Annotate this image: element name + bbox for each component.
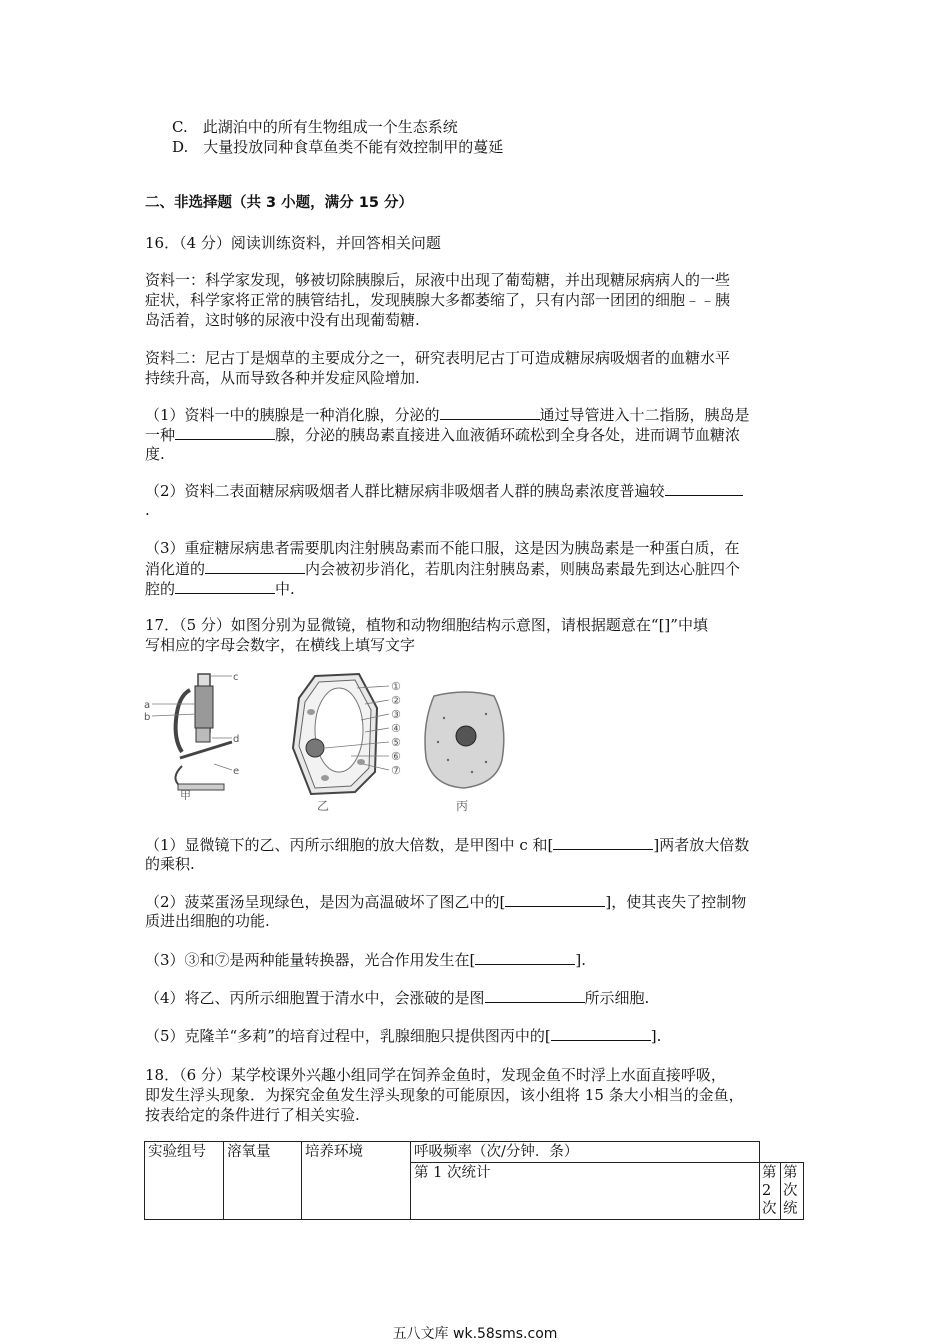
label-3: ③: [391, 708, 401, 721]
q17-sub3-text-a: （3）③和⑦是两种能量转换器，光合作用发生在[: [145, 951, 476, 969]
caption-jia: 甲: [180, 789, 191, 800]
q16-sub3-text-b: 消化道的: [145, 560, 206, 578]
label-b: b: [144, 712, 151, 723]
answer-blank[interactable]: [175, 578, 275, 594]
q17-sub4-text-b: 所示细胞.: [584, 989, 650, 1007]
q17-sub1-line1: [145, 834, 810, 855]
q16-sub1-line1: [145, 404, 810, 425]
section-heading: 二、非选择题（共 3 小题，满分 15 分）: [145, 195, 413, 211]
header-rate: 呼吸频率（次/分钟．条）: [411, 1142, 760, 1163]
answer-blank[interactable]: [553, 834, 653, 850]
q16-sub2-text-a: （2）资料二表面糖尿病吸烟者人群比糖尿病非吸烟者人群的胰岛素浓度普遍较: [145, 482, 665, 500]
q17-sub1-text-a: （1）显微镜下的乙、丙所示细胞的放大倍数，是甲图中 c 和[: [145, 836, 554, 854]
answer-blank[interactable]: [175, 424, 275, 440]
q18-line2: 即发生浮头现象．为探究金鱼发生浮头现象的可能原因，该小组将 15 条大小相当的金鱼，: [145, 1086, 744, 1104]
answer-blank[interactable]: [505, 891, 605, 907]
q17-stem-line2: 写相应的字母会数字，在横线上填写文字: [145, 636, 416, 654]
plant-cell-figure: [285, 668, 415, 816]
q16-stem: 16．（4 分）阅读训练资料，并回答相关问题: [145, 234, 441, 252]
q16-sub3-line3: [145, 578, 810, 599]
q16-sub1-text-a: （1）资料一中的胰腺是一种消化腺，分泌的: [145, 406, 440, 424]
q16-sub3-line2: [145, 558, 810, 579]
q16-sub3-line1: （3）重症糖尿病患者需要肌肉注射胰岛素而不能口服，这是因为胰岛素是一种蛋白质，在: [145, 539, 740, 557]
label-e: e: [233, 766, 240, 777]
q17-stem-line1: 17．（5 分）如图分别为显微镜，植物和动物细胞结构示意图，请根据题意在“[]”中填: [145, 616, 708, 634]
header-oxygen: 溶氧量: [224, 1142, 302, 1220]
microscope-figure: [140, 668, 245, 800]
label-6: ⑥: [391, 750, 401, 763]
label-c: c: [233, 672, 239, 683]
q16-material1-line1: 资料一：科学家发现，够被切除胰腺后，尿液中出现了葡萄糖，并出现糖尿病病人的一些: [145, 271, 731, 289]
q16-material1-line2: 症状，科学家将正常的胰管结扎，发现胰腺大多都萎缩了，只有内部一团团的细胞﹣﹣胰: [145, 291, 731, 309]
q17-sub4-text-a: （4）将乙、丙所示细胞置于清水中，会涨破的是图: [145, 989, 485, 1007]
label-2: ②: [391, 694, 401, 707]
experiment-table: [144, 1141, 804, 1220]
option-d: D. 大量投放同种食草鱼类不能有效控制甲的蔓延: [172, 138, 504, 156]
caption-bing: 丙: [456, 799, 469, 813]
label-4: ④: [391, 722, 401, 735]
q17-sub5-text-b: ].: [650, 1027, 662, 1045]
q18-line3: 按表给定的条件进行了相关实验.: [145, 1106, 360, 1124]
q17-sub1-line2: 的乘积.: [145, 855, 195, 873]
q16-sub2-line2: .: [145, 501, 150, 519]
label-7: ⑦: [391, 764, 401, 777]
header-empty: [760, 1142, 804, 1163]
q16-material1-line3: 岛活着，这时够的尿液中没有出现葡萄糖.: [145, 311, 420, 329]
label-1: ①: [391, 680, 401, 693]
q16-sub1-text-d: 腺，分泌的胰岛素直接进入血液循环疏松到全身各处，进而调节血糖浓: [275, 426, 741, 444]
sub-first-count: 第 1 次统计: [411, 1163, 760, 1220]
q16-sub1-line3: 度.: [145, 445, 165, 463]
q17-sub5-text-a: （5）克隆羊“多莉”的培育过程中，乳腺细胞只提供图丙中的[: [145, 1027, 551, 1045]
q17-sub2-line1: [145, 891, 810, 912]
header-environment: 培养环境: [302, 1142, 411, 1220]
label-5: ⑤: [391, 736, 401, 749]
q17-sub2-text-a: （2）菠菜蛋汤呈现绿色，是因为高温破坏了图乙中的[: [145, 893, 506, 911]
q16-sub2-line1: [145, 480, 810, 501]
q17-sub2-text-b: ]，使其丧失了控制物: [605, 893, 747, 911]
label-d: d: [233, 734, 240, 745]
answer-blank[interactable]: [475, 949, 575, 965]
answer-blank[interactable]: [485, 987, 585, 1003]
answer-blank[interactable]: [665, 480, 743, 496]
q16-material2-line1: 资料二：尼古丁是烟草的主要成分之一，研究表明尼古丁可造成糖尿病吸烟者的血糖水平: [145, 349, 731, 367]
q18-line1: 18．（6 分）某学校课外兴趣小组同学在饲养金鱼时，发现金鱼不时浮上水面直接呼吸，: [145, 1066, 726, 1084]
footer-watermark: 五八文库 wk.58sms.com: [392, 1326, 558, 1342]
sub-third-count: 第 次 统: [781, 1163, 804, 1220]
q17-sub3-text-b: ].: [575, 951, 587, 969]
q17-sub1-text-b: ]两者放大倍数: [653, 836, 750, 854]
q16-sub1-text-c: 一种: [145, 426, 176, 444]
answer-blank[interactable]: [551, 1025, 651, 1041]
option-c: C. 此湖泊中的所有生物组成一个生态系统: [172, 118, 458, 136]
caption-yi: 乙: [317, 799, 330, 813]
q16-sub3-text-e: 中.: [275, 580, 295, 598]
q16-material2-line2: 持续升高，从而导致各种并发症风险增加.: [145, 369, 420, 387]
label-a: a: [144, 700, 151, 711]
q16-sub1-text-b: 通过导管进入十二指肠，胰岛是: [539, 406, 750, 424]
q16-sub3-text-c: 内会被初步消化，若肌肉注射胰岛素，则胰岛素最先到达心脏四个: [305, 560, 741, 578]
q16-sub3-text-d: 腔的: [145, 580, 176, 598]
q17-sub4: [145, 987, 810, 1008]
answer-blank[interactable]: [205, 558, 305, 574]
q17-sub5: [145, 1025, 810, 1046]
q17-sub2-line2: 质进出细胞的功能.: [145, 912, 270, 930]
q17-sub3: [145, 949, 810, 970]
sub-second-count: 第 2 次: [760, 1163, 781, 1220]
answer-blank[interactable]: [440, 404, 540, 420]
q16-sub1-line2: [145, 424, 810, 445]
header-group: 实验组号: [145, 1142, 224, 1220]
animal-cell-figure: [420, 688, 510, 816]
